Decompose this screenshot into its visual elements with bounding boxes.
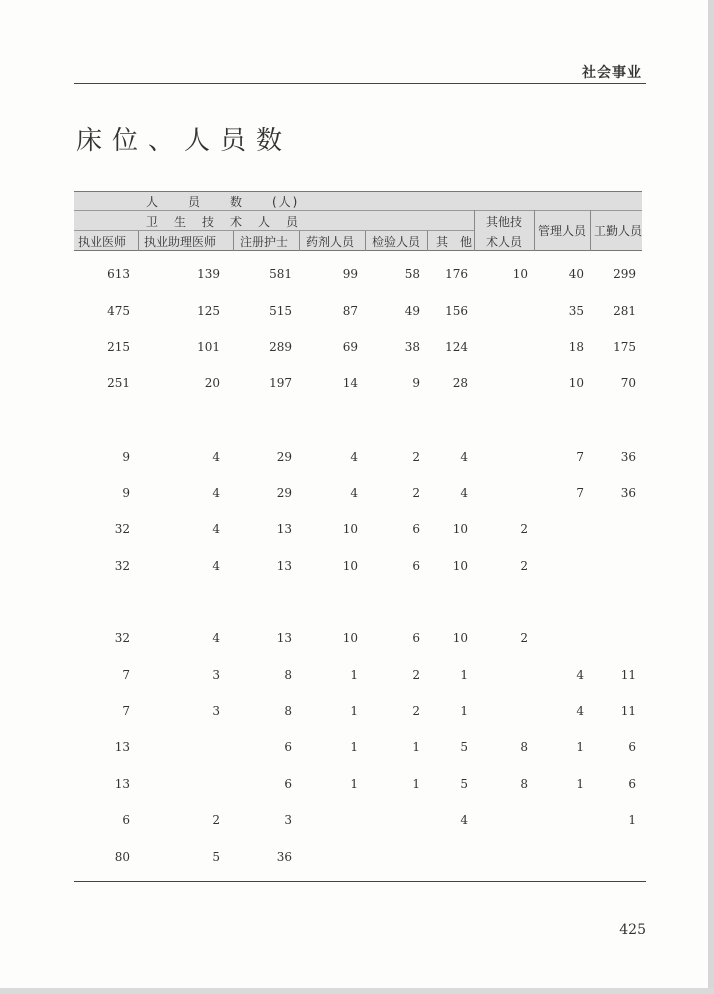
page-bottom-shadow (0, 988, 714, 994)
table-cell: 9 (412, 376, 420, 390)
header-rule (74, 83, 646, 84)
table-cell: 8 (284, 704, 292, 718)
table-cell: 1 (576, 740, 584, 754)
table-cell: 101 (197, 340, 220, 354)
table-cell: 5 (460, 777, 468, 791)
table-cell: 125 (197, 304, 220, 318)
section-label: 社会事业 (582, 65, 642, 81)
table-cell: 7 (576, 486, 584, 500)
table-cell: 13 (276, 522, 292, 536)
table-cell: 28 (452, 376, 468, 390)
table-cell: 4 (212, 559, 220, 573)
page-edge-shadow (708, 0, 714, 994)
table-cell: 18 (568, 340, 584, 354)
table-cell: 2 (412, 450, 420, 464)
table-cell: 2 (412, 668, 420, 682)
table-cell: 11 (620, 668, 636, 682)
table-cell: 13 (114, 777, 130, 791)
table-cell: 124 (445, 340, 468, 354)
table-cell: 20 (204, 376, 220, 390)
table-cell: 175 (613, 340, 636, 354)
table-cell: 1 (350, 777, 358, 791)
table-cell: 4 (212, 486, 220, 500)
page-number: 425 (619, 922, 646, 938)
table-cell: 10 (342, 559, 358, 573)
table-cell: 13 (276, 631, 292, 645)
table-cell: 515 (269, 304, 292, 318)
header-divider (365, 231, 366, 251)
table-cell: 6 (284, 777, 292, 791)
table-cell: 3 (212, 704, 220, 718)
table-cell: 29 (276, 486, 292, 500)
table-cell: 13 (276, 559, 292, 573)
table-cell: 4 (350, 486, 358, 500)
table-cell: 4 (460, 450, 468, 464)
table-cell: 2 (520, 522, 528, 536)
table-cell: 3 (284, 813, 292, 827)
table-cell: 10 (512, 267, 528, 281)
table-cell: 1 (412, 777, 420, 791)
footer-rule (74, 881, 646, 882)
table-cell: 32 (114, 522, 130, 536)
table-cell: 10 (452, 631, 468, 645)
table-cell: 299 (613, 267, 636, 281)
table-cell: 6 (412, 631, 420, 645)
table-cell: 281 (613, 304, 636, 318)
table-cell: 5 (460, 740, 468, 754)
table-cell: 14 (342, 376, 358, 390)
col-header-management: 管理人员 (538, 224, 587, 238)
table-cell: 32 (114, 559, 130, 573)
table-cell: 9 (122, 450, 130, 464)
table-cell: 10 (342, 522, 358, 536)
table-cell: 11 (620, 704, 636, 718)
header-divider (474, 210, 475, 251)
table-cell: 2 (412, 486, 420, 500)
table-cell: 1 (460, 704, 468, 718)
header-divider (534, 210, 535, 251)
table-cell: 6 (412, 559, 420, 573)
table-cell: 29 (276, 450, 292, 464)
table-cell: 5 (212, 850, 220, 864)
table-cell: 32 (114, 631, 130, 645)
col-header-other-tech-line1: 其他技 (486, 215, 523, 229)
table-cell: 10 (452, 522, 468, 536)
col-header-logistics: 工勤人员 (594, 224, 643, 238)
table-cell: 215 (107, 340, 130, 354)
table-cell: 8 (520, 740, 528, 754)
page-title: 床位、人员数 (76, 126, 293, 156)
table-cell: 6 (628, 740, 636, 754)
subgroup-header: 卫 生 技 术 人 员 (146, 215, 301, 229)
table-cell: 13 (114, 740, 130, 754)
table-cell: 4 (460, 486, 468, 500)
table-cell: 1 (350, 740, 358, 754)
table-cell: 581 (269, 267, 292, 281)
table-cell: 613 (107, 267, 130, 281)
table-cell: 9 (122, 486, 130, 500)
table-cell: 8 (520, 777, 528, 791)
table-cell: 8 (284, 668, 292, 682)
col-header-doctors: 执业医师 (78, 235, 127, 249)
table-cell: 2 (412, 704, 420, 718)
col-header-other-tech-line2: 术人员 (486, 235, 523, 249)
table-cell: 3 (212, 668, 220, 682)
table-cell: 156 (445, 304, 468, 318)
header-divider (427, 231, 428, 251)
table-cell: 10 (342, 631, 358, 645)
table-cell: 4 (212, 450, 220, 464)
table-cell: 2 (520, 559, 528, 573)
col-header-other: 其 他 (436, 235, 473, 249)
table-cell: 251 (107, 376, 130, 390)
header-line-2 (74, 230, 474, 231)
table-cell: 7 (122, 704, 130, 718)
table-cell: 38 (404, 340, 420, 354)
header-divider (299, 231, 300, 251)
table-cell: 40 (568, 267, 584, 281)
table-cell: 35 (568, 304, 584, 318)
table-cell: 7 (576, 450, 584, 464)
table-cell: 2 (212, 813, 220, 827)
table-cell: 6 (284, 740, 292, 754)
table-cell: 80 (114, 850, 130, 864)
table-cell: 87 (342, 304, 358, 318)
header-line-1 (74, 210, 642, 211)
header-top-line (74, 191, 642, 192)
col-header-assistant-doctors: 执业助理医师 (144, 235, 217, 249)
table-cell: 10 (568, 376, 584, 390)
table-cell: 1 (350, 704, 358, 718)
table-cell: 139 (197, 267, 220, 281)
table-cell: 49 (404, 304, 420, 318)
table-cell: 4 (212, 522, 220, 536)
table-cell: 36 (620, 486, 636, 500)
col-header-nurses: 注册护士 (240, 235, 289, 249)
table-cell: 36 (620, 450, 636, 464)
table-cell: 99 (342, 267, 358, 281)
table-cell: 1 (628, 813, 636, 827)
header-bottom-line (74, 250, 642, 251)
table-cell: 6 (628, 777, 636, 791)
table-cell: 7 (122, 668, 130, 682)
table-cell: 289 (269, 340, 292, 354)
table-cell: 1 (460, 668, 468, 682)
table-cell: 1 (350, 668, 358, 682)
table-header (74, 191, 642, 251)
col-header-pharmacists: 药剂人员 (306, 235, 355, 249)
col-header-lab-staff: 检验人员 (372, 235, 421, 249)
group-header: 人 员 数 (人) (146, 195, 300, 209)
table-cell: 1 (412, 740, 420, 754)
table-cell: 197 (269, 376, 292, 390)
table-cell: 4 (460, 813, 468, 827)
header-divider (590, 210, 591, 251)
table-cell: 4 (576, 704, 584, 718)
header-divider (138, 231, 139, 251)
table-cell: 4 (212, 631, 220, 645)
table-cell: 6 (412, 522, 420, 536)
table-cell: 176 (445, 267, 468, 281)
table-cell: 69 (342, 340, 358, 354)
table-cell: 70 (620, 376, 636, 390)
table-cell: 36 (276, 850, 292, 864)
table-cell: 10 (452, 559, 468, 573)
table-cell: 1 (576, 777, 584, 791)
table-cell: 4 (576, 668, 584, 682)
table-cell: 4 (350, 450, 358, 464)
table-cell: 475 (107, 304, 130, 318)
table-cell: 2 (520, 631, 528, 645)
header-divider (233, 231, 234, 251)
table-cell: 58 (404, 267, 420, 281)
table-cell: 6 (122, 813, 130, 827)
